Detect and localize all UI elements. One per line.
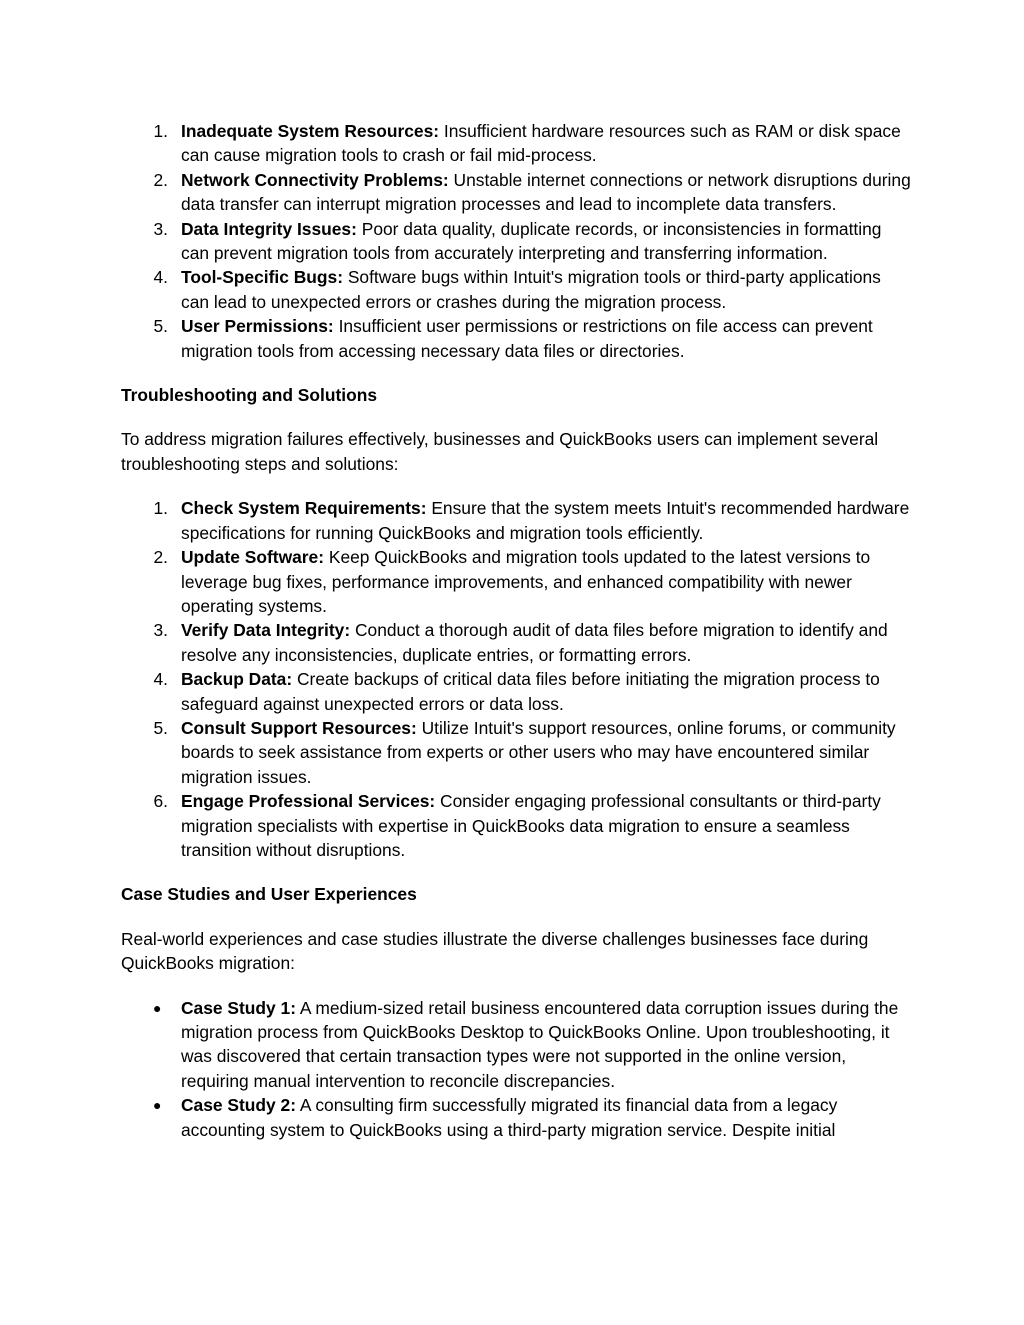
list-number: 5. — [153, 717, 168, 738]
item-text: Conduct a thorough audit of data files before migration to identify and resolve any inconsistencies, duplicate entries, or formatting errors. — [181, 620, 888, 665]
list-item — [121, 168, 911, 217]
item-text: Poor data quality, duplicate records, or inconsistencies in formatting can prevent migration tools from accurately interpreting and transferring information. — [181, 218, 882, 264]
item-title: Engage Professional Services: — [181, 791, 436, 812]
item-title: Update Software: — [181, 547, 325, 568]
section-heading-troubleshooting: Troubleshooting and Solutions — [121, 385, 378, 406]
item-text: Utilize Intuit's support resources, online forums, or community boards to seek assistance from experts or other users who may have encountered similar migration issues. — [181, 717, 896, 787]
list-number: 5. — [153, 316, 168, 337]
item-title: Case Study 2: — [181, 1095, 297, 1116]
causes-list — [121, 119, 911, 363]
list-item — [121, 217, 911, 266]
list-item — [121, 618, 911, 667]
bullet-icon: ● — [153, 999, 162, 1016]
list-item — [121, 716, 911, 789]
item-title: Case Study 1: — [181, 997, 297, 1018]
document-content — [121, 119, 911, 1142]
item-text: A medium-sized retail business encountered data corruption issues during the migration process from QuickBooks Desktop to QuickBooks Online. Upon troubleshooting, it was discovered that certain transaction types were not supported in the online version, requiring manual intervention to reconcile discrepancies. — [181, 997, 899, 1091]
case-studies-list — [121, 996, 911, 1142]
item-text: Create backups of critical data files before initiating the migration process to safeguard against unexpected errors or data loss. — [181, 669, 880, 714]
item-text: Unstable internet connections or network disruptions during data transfer can interrupt migration processes and lead to incomplete data transfers. — [181, 169, 911, 215]
item-text: Software bugs within Intuit's migration tools or third-party applications can lead to unexpected errors or crashes during the migration process. — [181, 267, 881, 312]
item-title: Network Connectivity Problems: — [181, 169, 449, 190]
list-number: 4. — [153, 267, 168, 288]
section-intro-troubleshooting: To address migration failures effectively, businesses and QuickBooks users can implement several troubleshooting steps and solutions: — [121, 429, 879, 474]
list-item — [121, 496, 911, 545]
item-text: Insufficient user permissions or restrictions on file access can prevent migration tools from accessing necessary data files or directories. — [181, 316, 873, 361]
item-title: Data Integrity Issues: — [181, 218, 357, 239]
item-title: Check System Requirements: — [181, 498, 427, 519]
list-number: 6. — [153, 791, 168, 812]
item-title: Consult Support Resources: — [181, 717, 417, 738]
list-number: 4. — [153, 669, 168, 690]
item-text: Insufficient hardware resources such as RAM or disk space can cause migration tools to crash or fail mid-process. — [181, 121, 901, 166]
list-item — [121, 996, 911, 1094]
list-item — [121, 1093, 911, 1142]
list-item — [121, 314, 911, 363]
list-number: 3. — [153, 620, 168, 641]
item-text: A consulting firm successfully migrated its financial data from a legacy accounting system to QuickBooks using a third-party migration service. Despite initial — [181, 1095, 838, 1140]
section-heading-case-studies: Case Studies and User Experiences — [121, 884, 417, 905]
item-title: User Permissions: — [181, 316, 334, 337]
item-text: Ensure that the system meets Intuit's recommended hardware specifications for running QuickBooks and migration tools efficiently. — [181, 498, 910, 543]
bullet-icon: ● — [153, 1097, 162, 1114]
list-number: 1. — [153, 498, 168, 519]
list-number: 2. — [153, 547, 168, 568]
item-title: Tool-Specific Bugs: — [181, 267, 343, 288]
list-item — [121, 789, 911, 862]
list-number: 3. — [153, 218, 168, 239]
list-item — [121, 667, 911, 716]
list-item — [121, 119, 911, 168]
solutions-list — [121, 496, 911, 862]
list-number: 2. — [153, 169, 168, 190]
item-title: Backup Data: — [181, 669, 293, 690]
list-item — [121, 545, 911, 618]
item-title: Inadequate System Resources: — [181, 121, 440, 141]
item-title: Verify Data Integrity: — [181, 620, 351, 641]
section-intro-case-studies: Real-world experiences and case studies illustrate the diverse challenges businesses face during QuickBooks migration: — [121, 928, 869, 974]
list-number: 1. — [153, 121, 168, 141]
item-text: Keep QuickBooks and migration tools updated to the latest versions to leverage bug fixes, performance improvements, and enhanced compatibility with newer operating systems. — [181, 547, 871, 616]
list-item — [121, 265, 911, 314]
item-text: Consider engaging professional consultants or third-party migration specialists with expertise in QuickBooks data migration to ensure a seamless transition without disruptions. — [181, 791, 881, 860]
